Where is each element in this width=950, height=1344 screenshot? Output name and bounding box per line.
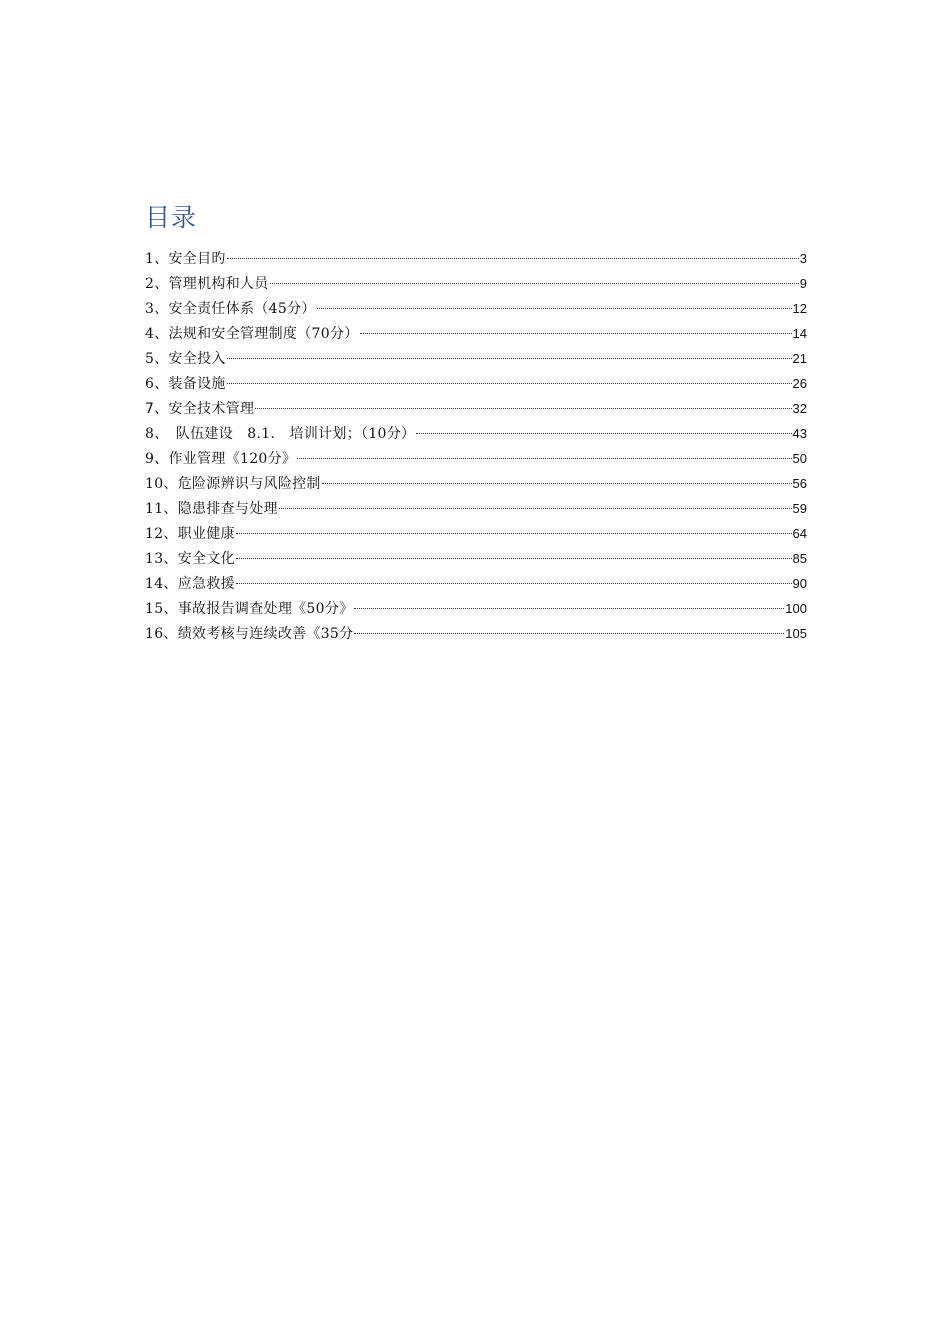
- toc-entry-page: 85: [792, 551, 807, 566]
- toc-entry[interactable]: [145, 346, 807, 371]
- toc-entry-page: 105: [785, 626, 807, 641]
- toc-list: [145, 246, 807, 646]
- toc-entry-label: 4、法规和安全管理制度（70分）: [145, 326, 359, 342]
- toc-entry[interactable]: [145, 246, 807, 271]
- toc-entry-page: 32: [792, 401, 807, 416]
- toc-entry[interactable]: [145, 296, 807, 321]
- toc-entry-page: 90: [792, 576, 807, 591]
- toc-dot-leader: [297, 458, 791, 459]
- toc-dot-leader: [322, 483, 792, 484]
- toc-entry-page: 64: [792, 526, 807, 541]
- toc-entry-label: 5、安全投入: [145, 351, 226, 367]
- toc-dot-leader: [255, 408, 791, 409]
- toc-entry[interactable]: [145, 321, 807, 346]
- toc-entry[interactable]: [145, 446, 807, 471]
- toc-dot-leader: [317, 308, 792, 309]
- toc-entry-label: 6、装备设施: [145, 376, 226, 392]
- toc-entry-label: 7、安全技术管理: [145, 401, 255, 417]
- toc-entry[interactable]: [145, 596, 807, 621]
- toc-entry-label: 11、隐患排查与处理: [145, 501, 278, 517]
- toc-dot-leader: [236, 558, 792, 559]
- toc-entry[interactable]: [145, 396, 807, 421]
- toc-entry-page: 56: [792, 476, 807, 491]
- toc-entry[interactable]: [145, 371, 807, 396]
- toc-dot-leader: [354, 633, 784, 634]
- toc-entry[interactable]: [145, 471, 807, 496]
- toc-entry-label: 1、安全目旳: [145, 251, 226, 267]
- toc-entry[interactable]: [145, 571, 807, 596]
- toc-entry[interactable]: [145, 546, 807, 571]
- toc-entry-page: 12: [792, 301, 807, 316]
- toc-entry-page: 9: [799, 276, 807, 291]
- toc-entry-label: 10、危险源辨识与风险控制: [145, 476, 321, 492]
- toc-entry-page: 43: [792, 426, 807, 441]
- toc-entry-label: 8、 队伍建设 8.1. 培训计划；（10分）: [145, 426, 416, 442]
- toc-entry-page: 50: [792, 451, 807, 466]
- toc-title: 目录: [145, 203, 198, 232]
- toc-entry-label: 9、作业管理《120分》: [145, 451, 297, 467]
- toc-entry-label: 14、应急救援: [145, 576, 235, 592]
- toc-entry-page: 100: [785, 601, 807, 616]
- toc-entry[interactable]: [145, 496, 807, 521]
- toc-entry-page: 3: [799, 251, 807, 266]
- toc-entry-label: 15、事故报告调查处理《50分》: [145, 601, 354, 617]
- toc-entry[interactable]: [145, 421, 807, 446]
- toc-entry[interactable]: [145, 621, 807, 646]
- toc-entry-page: 59: [792, 501, 807, 516]
- toc-dot-leader: [416, 433, 791, 434]
- toc-entry-label: 16、绩效考核与连续改善《35分: [145, 626, 354, 642]
- toc-entry-label: 3、安全责任体系（45分）: [145, 301, 316, 317]
- toc-entry[interactable]: [145, 521, 807, 546]
- toc-entry-page: 14: [792, 326, 807, 341]
- toc-dot-leader: [354, 608, 784, 609]
- toc-entry[interactable]: [145, 271, 807, 296]
- toc-dot-leader: [227, 258, 799, 259]
- toc-dot-leader: [236, 583, 792, 584]
- toc-dot-leader: [236, 533, 792, 534]
- toc-dot-leader: [227, 358, 792, 359]
- toc-dot-leader: [360, 333, 792, 334]
- toc-entry-label: 12、职业健康: [145, 526, 235, 542]
- toc-dot-leader: [279, 508, 792, 509]
- toc-entry-page: 26: [792, 376, 807, 391]
- toc-dot-leader: [270, 283, 799, 284]
- toc-entry-label: 2、管理机构和人员: [145, 276, 269, 292]
- toc-dot-leader: [227, 383, 792, 384]
- toc-entry-label: 13、安全文化: [145, 551, 235, 567]
- toc-entry-page: 21: [792, 351, 807, 366]
